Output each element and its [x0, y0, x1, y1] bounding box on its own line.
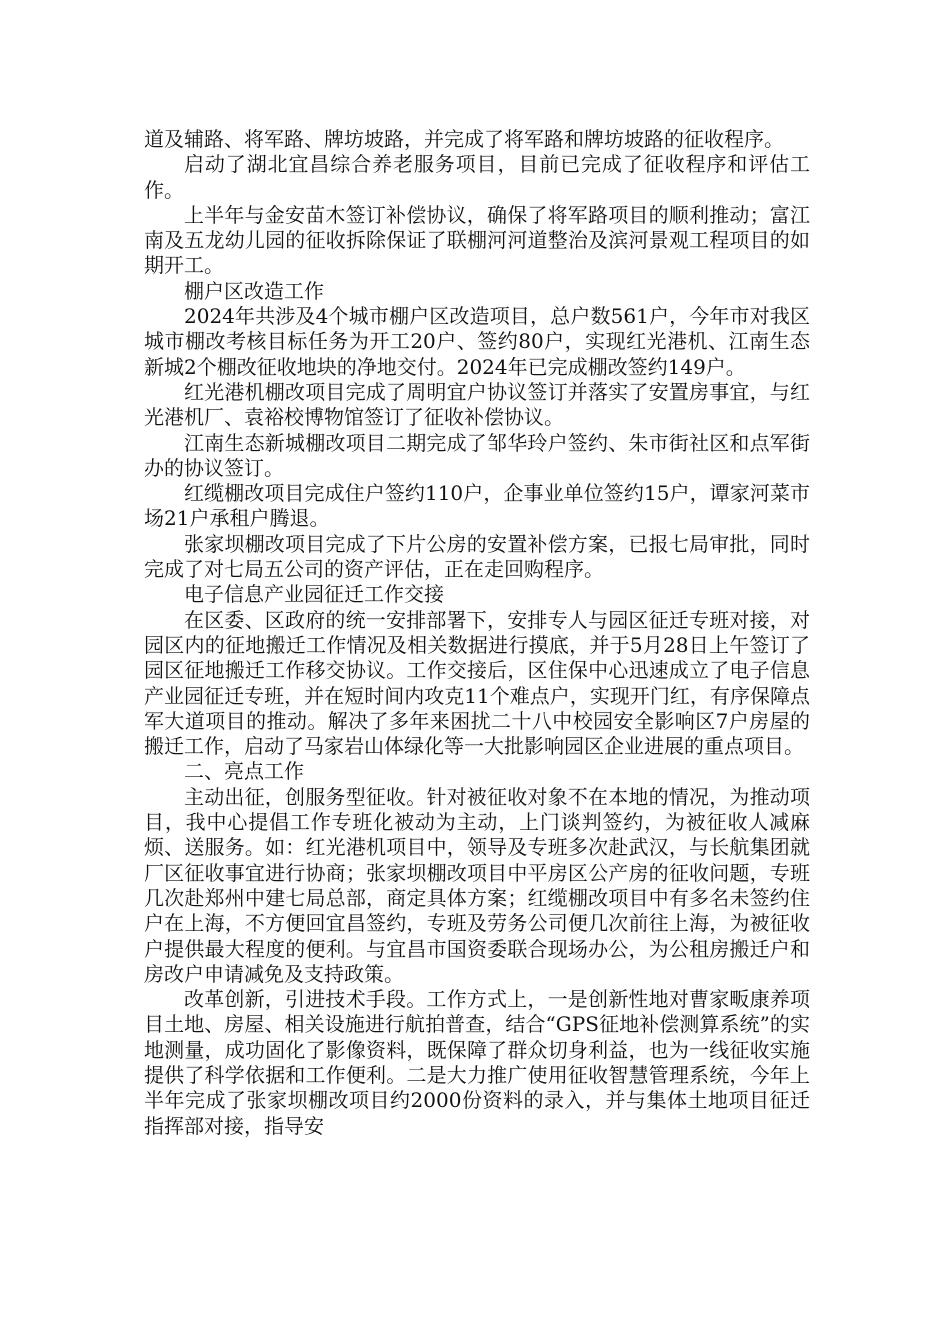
paragraph-compensation-agreement: 上半年与金安苗木签订补偿协议，确保了将军路项目的顺利推动；富江南及五龙幼儿园的征收拆除保证了联棚河河道整治及滨河景观工程项目的如期开工。 [144, 202, 810, 278]
paragraph-elderly-care-project: 启动了湖北宜昌综合养老服务项目，目前已完成了征收程序和评估工作。 [144, 152, 810, 202]
section-heading-industrial-park-handover: 电子信息产业园征迁工作交接 [184, 582, 444, 607]
paragraph-shantytown-overview: 2024年共涉及4个城市棚户区改造项目，总户数561户，今年市对我区城市棚改考核目标任务为开工20户、签约80户，实现红光港机、江南生态新城2个棚改征收地块的净地交付。2024年已完成棚改签约149户。 [144, 304, 810, 379]
paragraph-industrial-park-details: 在区委、区政府的统一安排部署下，安排专人与园区征迁专班对接，对园区内的征地搬迁工作情况及相关数据进行摸底，并于5月28日上午签订了园区征地搬迁工作移交协议。工作交接后，区住保中心迅速成立了电子信息产业园征迁专班，并在短时间内攻克11个难点户，实现开门红，有序保障点军大道项目的推动。解决了多年来困扰二十八中校园安全影响区7户房屋的搬迁工作，启动了马家岩山体绿化等一大批影响园区企业进展的重点项目。 [144, 607, 810, 759]
paragraph-zhangjiaba-project: 张家坝棚改项目完成了下片公房的安置补偿方案，已报七局审批，同时完成了对七局五公司的资产评估，正在走回购程序。 [144, 531, 810, 582]
paragraph-jiangnan-project: 江南生态新城棚改项目二期完成了邹华玲户签约、朱市街社区和点军街办的协议签订。 [144, 430, 810, 480]
paragraph-honglan-project: 红缆棚改项目完成住户签约110户，企事业单位签约15户，谭家河菜市场21户承租户腾退。 [144, 481, 810, 531]
section-heading-shantytown-renovation: 棚户区改造工作 [184, 278, 324, 303]
paragraph-service-acquisition: 主动出征，创服务型征收。针对被征收对象不在本地的情况，为推动项目，我中心提倡工作专班化被动为主动，上门谈判签约，为被征收人减麻烦、送服务。如：红光港机项目中，领导及专班多次赴武汉，与长航集团就厂区征收事宜进行协商；张家坝棚改项目中平房区公产房的征收问题，专班几次赴郑州中建七局总部，商定具体方案；红缆棚改项目中有多名未签约住户在上海，不方便回宜昌签约，专班及劳务公司便几次前往上海，为被征收户提供最大程度的便利。与宜昌市国资委联合现场办公，为公租房搬迁户和房改户申请减免及支持政策。 [144, 784, 810, 986]
document-body [144, 127, 810, 1139]
paragraph-technology-innovation: 改革创新，引进技术手段。工作方式上，一是创新性地对曹家畈康养项目土地、房屋、相关设施进行航拍普查，结合“GPS征地补偿测算系统”的实地测量，成功固化了影像资料，既保障了群众切身利益，也为一线征收实施提供了科学依据和工作便利。二是大力推广使用征收智慧管理系统，今年上半年完成了张家坝棚改项目约2000份资料的录入，并与集体土地项目征迁指挥部对接，指导安 [144, 987, 810, 1138]
paragraph-road-acquisition-continued: 道及辅路、将军路、牌坊坡路，并完成了将军路和牌坊坡路的征收程序。 [144, 127, 784, 151]
section-heading-highlights: 二、亮点工作 [184, 759, 304, 784]
paragraph-hongguang-project: 红光港机棚改项目完成了周明宜户协议签订并落实了安置房事宜，与红光港机厂、袁裕校博物馆签订了征收补偿协议。 [144, 379, 810, 430]
